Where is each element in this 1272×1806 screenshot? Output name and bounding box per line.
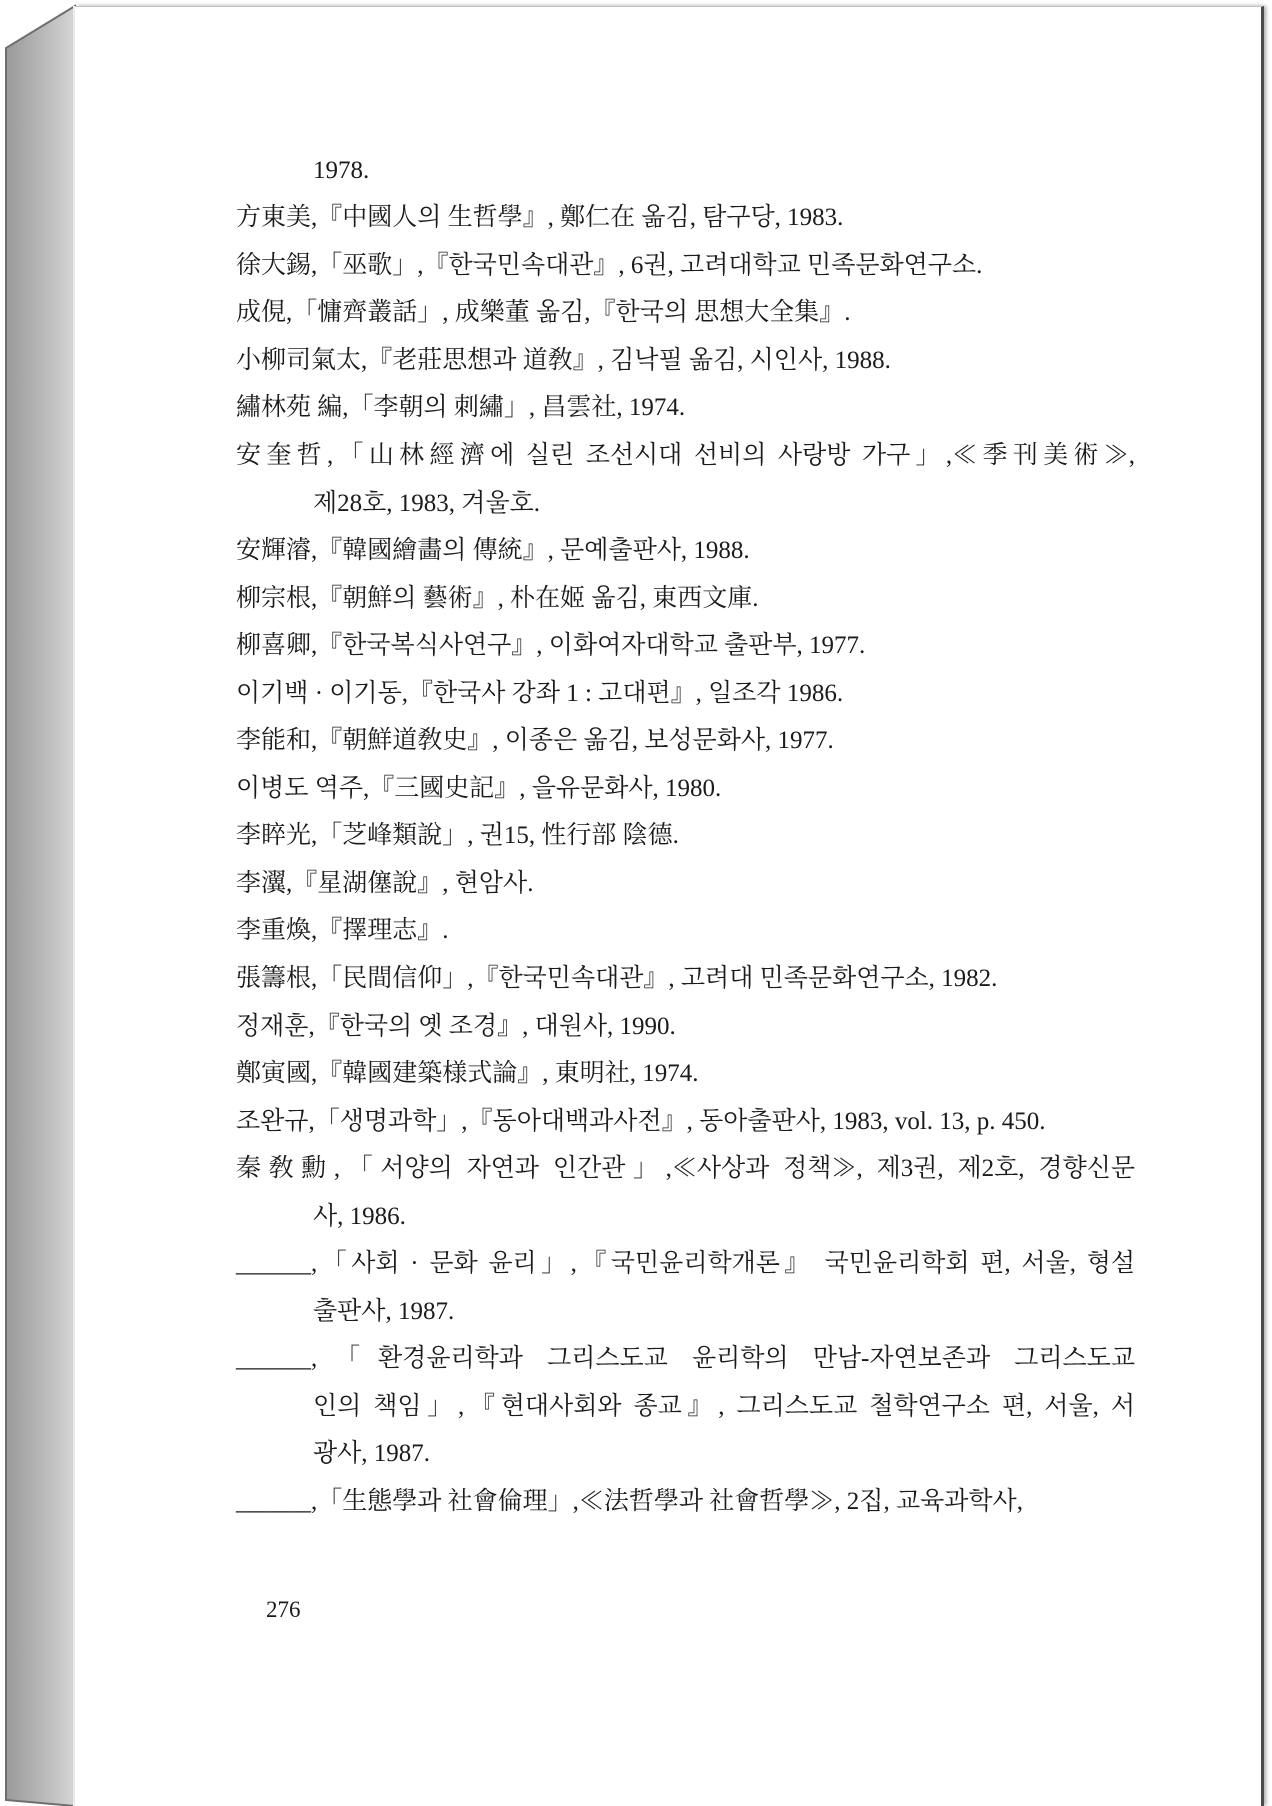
bibliography-list <box>236 147 1135 1526</box>
page-number: 276 <box>266 1597 301 1622</box>
reference-line: 張籌根,「民間信仰」,『한국민속대관』, 고려대 민족문화연구소, 1982. <box>236 964 998 992</box>
reference-entry <box>236 860 1135 908</box>
reference-line: ______,「生態學과 社會倫理」,≪法哲學과 社會哲學≫, 2집, 교육과학사, <box>236 1488 1023 1515</box>
reference-entry <box>236 289 1135 337</box>
reference-entry <box>236 717 1135 765</box>
reference-entry <box>236 384 1135 432</box>
reference-entry <box>236 194 1135 242</box>
reference-entry <box>236 337 1135 385</box>
reference-continuation-line: 사, 1986. <box>313 1202 406 1230</box>
reference-line: 李能和,『朝鮮道敎史』, 이종은 옮김, 보성문화사, 1977. <box>236 727 834 755</box>
reference-line: 小柳司氣太,『老莊思想과 道敎』, 김낙필 옮김, 시인사, 1988. <box>236 346 891 374</box>
reference-line: ______,「환경윤리학과 그리스도교 윤리학의 만남-자연보존과 그리스도교 <box>236 1345 1135 1373</box>
reference-entry <box>236 1240 1135 1335</box>
reference-line: ______,「사회 · 문화 윤리」,『국민윤리학개론』 국민윤리학회 편, 서울, 형설 <box>236 1250 1135 1278</box>
reference-continuation-line: 1978. <box>313 156 370 184</box>
reference-line: 이병도 역주,『三國史記』, 을유문화사, 1980. <box>236 774 722 802</box>
reference-continuation-line: 출판사, 1987. <box>313 1297 455 1325</box>
reference-line: 李瀷,『星湖僿說』, 현암사. <box>236 869 534 897</box>
reference-entry <box>236 955 1135 1003</box>
reference-line: 이기백 · 이기동,『한국사 강좌 1 : 고대편』, 일조각 1986. <box>236 679 844 707</box>
reference-line: 繡林苑 編,「李朝의 刺繡」, 昌雲社, 1974. <box>236 394 686 422</box>
reference-entry <box>236 622 1135 670</box>
reference-line: 徐大錫,「巫歌」,『한국민속대관』, 6권, 고려대학교 민족문화연구소. <box>236 251 983 279</box>
reference-line: 柳宗根,『朝鮮의 藝術』, 朴在姬 옮김, 東西文庫. <box>236 584 759 612</box>
reference-line: 安輝濬,『韓國繪畵의 傳統』, 문예출판사, 1988. <box>236 537 750 565</box>
reference-line: 조완규,「생명과학」,『동아대백과사전』, 동아출판사, 1983, vol. 13, p. 450. <box>236 1107 1046 1135</box>
reference-entry <box>236 242 1135 290</box>
reference-continuation-line: 제28호, 1983, 겨울호. <box>313 489 541 517</box>
reference-entry <box>236 575 1135 623</box>
reference-line: 鄭寅國,『韓國建築様式論』, 東明社, 1974. <box>236 1060 699 1088</box>
reference-entry <box>236 432 1135 527</box>
reference-continuation-line: 광사, 1987. <box>313 1440 431 1468</box>
reference-line: 秦敎勳,「서양의 자연과 인간관」,≪사상과 정책≫, 제3권, 제2호, 경향신문 <box>236 1155 1135 1183</box>
reference-line: 柳喜卿,『한국복식사연구』, 이화여자대학교 출판부, 1977. <box>236 632 866 660</box>
reference-line: 정재훈,『한국의 옛 조경』, 대원사, 1990. <box>236 1012 676 1040</box>
reference-entry <box>236 1145 1135 1240</box>
book-spine <box>0 0 80 1806</box>
reference-entry <box>236 765 1135 813</box>
reference-line: 李睟光,「芝峰類說」, 권15, 性行部 陰德. <box>236 822 679 850</box>
reference-entry <box>236 1478 1135 1526</box>
reference-entry <box>236 147 1135 195</box>
reference-entry <box>236 1050 1135 1098</box>
reference-entry <box>236 907 1135 955</box>
reference-entry <box>236 1098 1135 1146</box>
reference-line: 方東美,『中國人의 生哲學』, 鄭仁在 옮김, 탐구당, 1983. <box>236 204 844 232</box>
reference-entry <box>236 1335 1135 1478</box>
reference-line: 李重煥,『擇理志』. <box>236 917 449 945</box>
reference-continuation-line: 인의 책임」,『현대사회와 종교』, 그리스도교 철학연구소 편, 서울, 서 <box>313 1392 1135 1420</box>
reference-entry <box>236 527 1135 575</box>
reference-entry <box>236 1003 1135 1051</box>
reference-line: 安奎哲,「山林經濟에 실린 조선시대 선비의 사랑방 가구」,≪季刊美術≫, <box>236 441 1135 469</box>
reference-entry <box>236 812 1135 860</box>
reference-entry <box>236 670 1135 718</box>
reference-line: 成俔,「慵齊叢話」, 成樂董 옮김,『한국의 思想大全集』. <box>236 299 851 327</box>
